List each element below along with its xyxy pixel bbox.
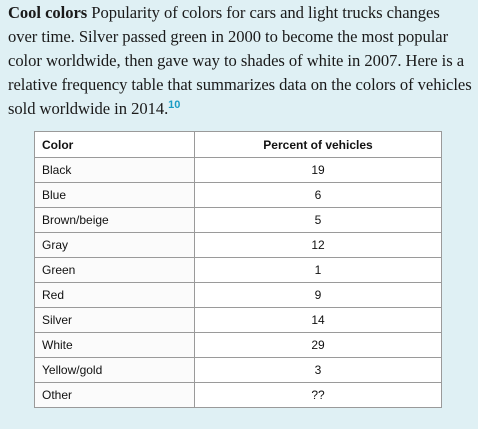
percent-cell: 1 bbox=[195, 258, 442, 283]
percent-cell: ?? bbox=[195, 383, 442, 408]
color-cell: Silver bbox=[35, 308, 195, 333]
table-row bbox=[35, 158, 442, 183]
percent-cell: 5 bbox=[195, 208, 442, 233]
color-cell: Blue bbox=[35, 183, 195, 208]
column-header-color: Color bbox=[35, 132, 195, 158]
column-header-percent: Percent of vehicles bbox=[195, 132, 442, 158]
table-header-row bbox=[35, 132, 442, 158]
percent-cell: 14 bbox=[195, 308, 442, 333]
percent-cell: 19 bbox=[195, 158, 442, 183]
percent-cell: 3 bbox=[195, 358, 442, 383]
color-cell: Green bbox=[35, 258, 195, 283]
table-row bbox=[35, 183, 442, 208]
percent-cell: 12 bbox=[195, 233, 442, 258]
table-row bbox=[35, 258, 442, 283]
color-cell: Brown/beige bbox=[35, 208, 195, 233]
table-row bbox=[35, 208, 442, 233]
intro-body: Popularity of colors for cars and light trucks changes over time. Silver passed green in 2000 to become the most popular color worldwide, then gave way to shades of white in 2007. Here is a relative frequency table that summarizes data on the colors of vehicles sold worldwide in 2014. bbox=[8, 3, 472, 118]
color-cell: Red bbox=[35, 283, 195, 308]
intro-lead: Cool colors bbox=[8, 3, 88, 22]
table-row bbox=[35, 333, 442, 358]
table-row bbox=[35, 283, 442, 308]
table-row bbox=[35, 308, 442, 333]
color-cell: Black bbox=[35, 158, 195, 183]
color-cell: Gray bbox=[35, 233, 195, 258]
color-cell: White bbox=[35, 333, 195, 358]
percent-cell: 6 bbox=[195, 183, 442, 208]
footnote-reference[interactable]: 10 bbox=[168, 99, 181, 111]
percent-cell: 29 bbox=[195, 333, 442, 358]
percent-cell: 9 bbox=[195, 283, 442, 308]
table-row bbox=[35, 233, 442, 258]
table-row bbox=[35, 383, 442, 408]
relative-frequency-table bbox=[34, 131, 442, 408]
intro-paragraph bbox=[8, 1, 472, 121]
color-cell: Other bbox=[35, 383, 195, 408]
table-row bbox=[35, 358, 442, 383]
color-cell: Yellow/gold bbox=[35, 358, 195, 383]
